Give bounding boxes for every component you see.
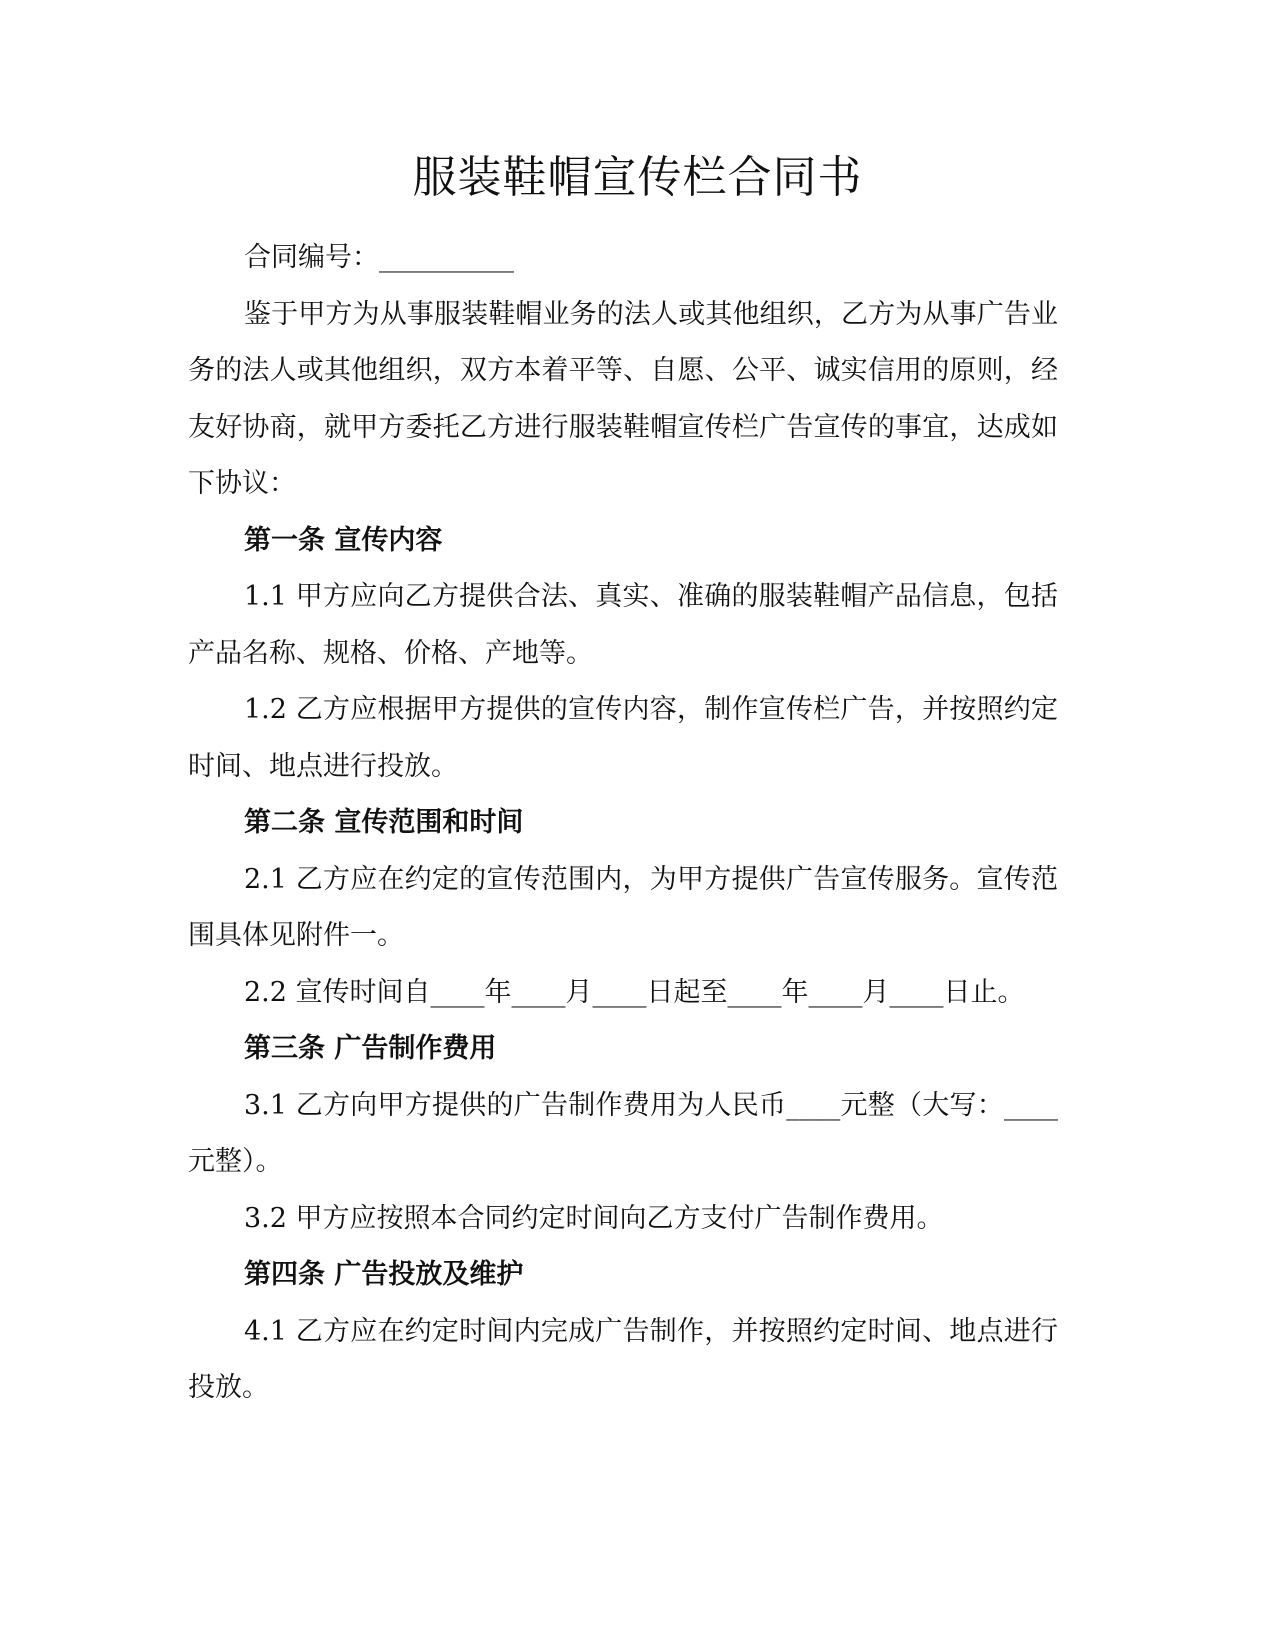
contract-number: 合同编号：__________ xyxy=(244,242,514,273)
article-heading: 第二条 宣传范围和时间 xyxy=(244,807,524,838)
document-body xyxy=(188,230,1058,1417)
clause-paragraph: 3.2 甲方应按照本合同约定时间向乙方支付广告制作费用。 xyxy=(244,1202,944,1234)
article-heading: 第三条 广告制作费用 xyxy=(244,1033,497,1064)
clause-paragraph: 2.2 宣传时间自____年____月____日起至____年____月____日止。 xyxy=(244,976,1025,1008)
article-heading: 第四条 广告投放及维护 xyxy=(244,1259,524,1290)
preamble-paragraph: 鉴于甲方为从事服装鞋帽业务的法人或其他组织，乙方为从事广告业务的法人或其他组织，双方本着平等、自愿、公平、诚实信用的原则，经友好协商，就甲方委托乙方进行服装鞋帽宣传栏广告宣传的事宜，达成如下协议： xyxy=(188,298,1058,499)
article-heading: 第一条 宣传内容 xyxy=(244,524,443,556)
clause-paragraph: 1.1 甲方应向乙方提供合法、真实、准确的服装鞋帽产品信息，包括产品名称、规格、价格、产地等。 xyxy=(188,581,1058,669)
clause-paragraph: 3.1 乙方向甲方提供的广告制作费用为人民币____元整（大写：____元整）。 xyxy=(188,1089,1058,1177)
clause-paragraph: 2.1 乙方应在约定的宣传范围内，为甲方提供广告宣传服务。宣传范围具体见附件一。 xyxy=(188,863,1058,951)
document-title: 服装鞋帽宣传栏合同书 xyxy=(412,152,863,203)
clause-paragraph: 4.1 乙方应在约定时间内完成广告制作，并按照约定时间、地点进行投放。 xyxy=(188,1315,1058,1403)
clause-paragraph: 1.2 乙方应根据甲方提供的宣传内容，制作宣传栏广告，并按照约定时间、地点进行投放。 xyxy=(188,694,1058,782)
